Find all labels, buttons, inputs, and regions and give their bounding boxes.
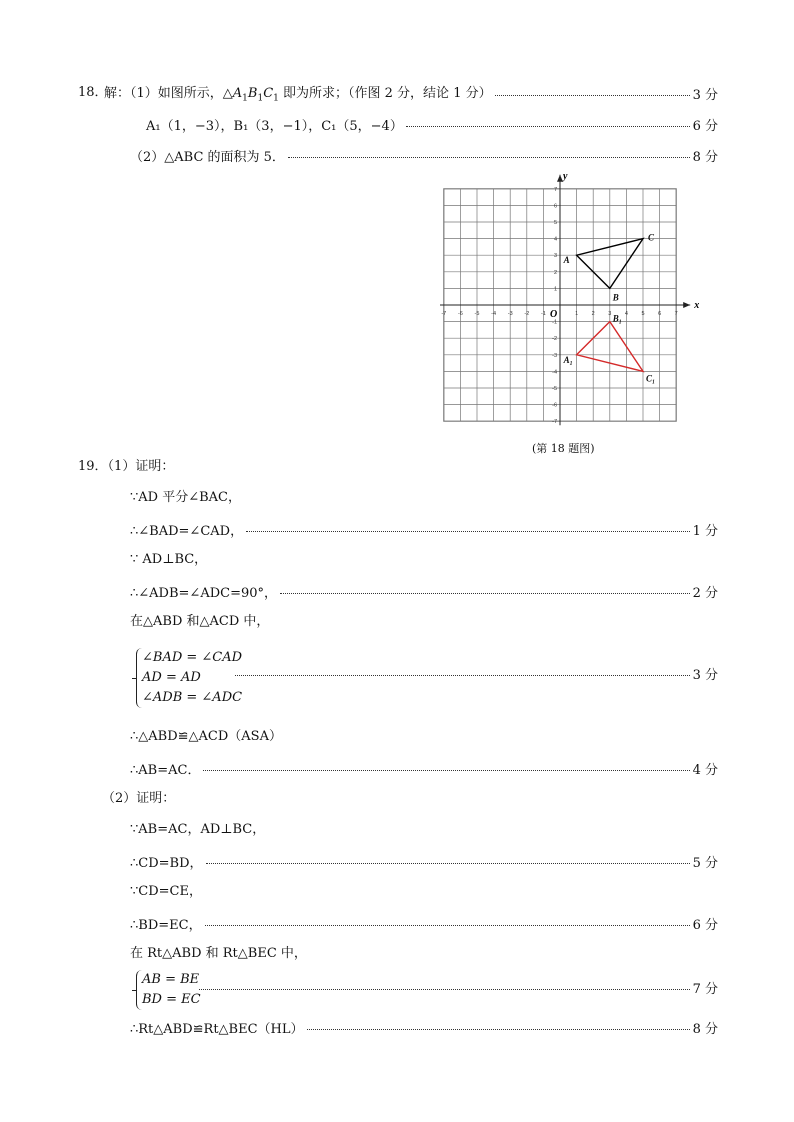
sys2-row: AB = BE: [142, 972, 200, 987]
q18-line2-text: A₁（1，−3），B₁（3，−1），C₁（5，−4）: [146, 118, 403, 134]
sys1-row: ∠BAD = ∠CAD: [142, 650, 243, 665]
x-tick-label: 7: [674, 311, 678, 317]
y-tick-label: 7: [553, 186, 557, 193]
q19-l1: ∵AD 平分∠BAC，: [130, 490, 241, 505]
q19-system2: [142, 970, 201, 1010]
x-tick-label: 6: [658, 311, 662, 317]
q19-m1: ∵AB=AC，AD⊥BC，: [130, 822, 266, 837]
q18-line3: [130, 146, 718, 164]
q19-l6: ∴△ABD≌△ACD（ASA）: [130, 729, 282, 744]
q18-line1: [104, 84, 718, 102]
x-tick-label: -2: [524, 311, 530, 317]
x-tick-label: 5: [641, 311, 645, 317]
q19-part2-heading: （2）证明：: [102, 791, 176, 806]
leader-dots: [280, 593, 690, 594]
y-axis-label: y: [563, 172, 568, 182]
score-label: 6 分: [692, 118, 718, 134]
vertex-label: A₁: [563, 354, 573, 365]
y-tick-label: 5: [553, 220, 557, 226]
score-label: 3 分: [692, 87, 718, 103]
q19-sys1-score: [232, 664, 718, 682]
q18-number: 18．: [78, 85, 108, 100]
score-label: 2 分: [692, 585, 718, 601]
sys2-row: BD = EC: [142, 992, 201, 1007]
vertex-label: A: [563, 255, 570, 266]
q19-heading: 19．（1）证明：: [78, 459, 175, 474]
score-label: 3 分: [692, 667, 718, 683]
score-label: 5 分: [692, 855, 718, 871]
x-tick-label: 2: [591, 311, 595, 317]
leader-dots: [495, 95, 690, 96]
score-label: 8 分: [692, 149, 718, 165]
sys1-row: ∠ADB = ∠ADC: [142, 690, 243, 705]
q18-line2: [146, 115, 718, 133]
q19-l7: [130, 759, 718, 777]
y-tick-label: 6: [553, 203, 557, 210]
x-tick-label: 1: [575, 311, 579, 317]
q19-l5: 在△ABD 和△ACD 中，: [130, 614, 270, 629]
q19-m5: 在 Rt△ABD 和 Rt△BEC 中，: [130, 946, 307, 961]
x-tick-label: -3: [507, 311, 513, 317]
q19-m4: [130, 914, 718, 932]
vertex-label: C₁: [646, 373, 656, 384]
leader-dots: [199, 989, 690, 990]
q18-line1-text: 解：（1）如图所示，$\triangle A_1B_1C_1$ 即为所求；（作图 2 分，结论 1 分）: [104, 86, 492, 104]
y-tick-label: -4: [552, 369, 557, 376]
y-tick-label: -6: [552, 402, 557, 409]
score-label: 1 分: [692, 523, 718, 539]
coordinate-grid-figure: [440, 172, 704, 434]
y-tick-label: 3: [553, 253, 557, 260]
x-tick-label: 4: [624, 311, 628, 317]
q19-sys2-score: [196, 978, 718, 996]
q19-m2: [130, 852, 718, 870]
y-tick-label: 4: [553, 236, 557, 243]
y-tick-label: -1: [552, 319, 557, 326]
leader-dots: [246, 531, 690, 532]
sys1-row: AD = AD: [142, 670, 201, 685]
q19-m6: [130, 1018, 718, 1036]
leader-dots: [203, 770, 689, 771]
score-label: 4 分: [692, 762, 718, 778]
q19-m6-text: ∴Rt△ABD≌Rt△BEC（HL）: [130, 1021, 304, 1037]
score-label: 6 分: [692, 917, 718, 933]
q18-line3-text: （2）△ABC 的面积为 5．: [130, 149, 285, 165]
q19-m4-text: ∴BD=EC，: [130, 917, 202, 933]
x-tick-label: -7: [441, 311, 447, 317]
q19-l3: ∵ AD⊥BC，: [130, 552, 208, 567]
y-tick-label: -2: [552, 336, 557, 343]
figure-caption: (第 18 题图): [532, 442, 595, 455]
vertex-label: B₁: [612, 313, 622, 324]
leader-dots: [307, 1029, 690, 1030]
leader-dots: [406, 126, 690, 127]
q19-l7-text: ∴AB=AC．: [130, 762, 201, 778]
score-label: 7 分: [692, 981, 718, 997]
y-tick-label: -5: [552, 386, 557, 392]
q19-l2: [130, 520, 718, 538]
leader-dots: [205, 925, 690, 926]
q19-m2-text: ∴CD=BD，: [130, 855, 203, 871]
q19-system1: [142, 648, 242, 708]
y-tick-label: -7: [552, 419, 557, 426]
x-tick-label: -1: [540, 311, 546, 317]
vertex-label: B: [612, 292, 619, 303]
vertex-label: C: [648, 232, 655, 243]
q19-l4-text: ∴∠ADB=∠ADC=90°，: [130, 585, 278, 601]
x-axis-label: x: [694, 300, 700, 311]
q19-l4: [130, 582, 718, 600]
leader-dots: [288, 157, 690, 158]
x-tick-label: -5: [474, 311, 480, 317]
q19-l2-text: ∴∠BAD=∠CAD，: [130, 523, 244, 539]
leader-dots: [206, 863, 690, 864]
q19-m3: ∵CD=CE，: [130, 884, 202, 899]
score-label: 8 分: [692, 1021, 718, 1037]
y-tick-label: 2: [553, 269, 557, 276]
x-axis-arrow: [683, 302, 690, 308]
leader-dots: [235, 675, 690, 676]
y-tick-label: 1: [553, 286, 557, 293]
x-tick-label: 3: [608, 311, 612, 317]
y-tick-label: -3: [552, 352, 557, 359]
x-tick-label: -4: [491, 311, 497, 317]
origin-label: O: [550, 309, 558, 320]
x-tick-label: -6: [457, 311, 463, 317]
